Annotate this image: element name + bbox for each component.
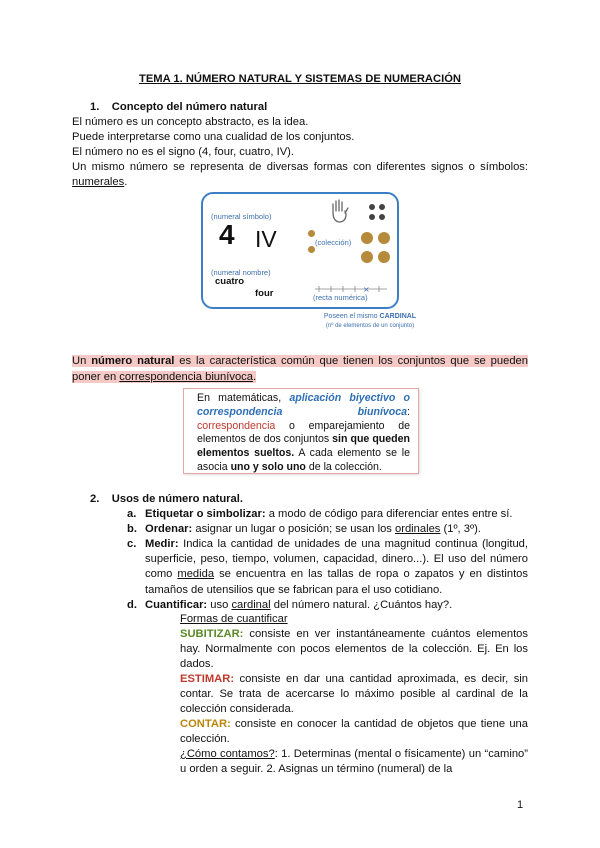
contar-paragraph: [180, 717, 528, 747]
subitizar-paragraph: [180, 627, 528, 673]
item-c-underline: medida: [177, 568, 215, 581]
collection-dot: [308, 230, 315, 237]
section-1-heading: [90, 100, 267, 115]
word-four: four: [255, 288, 274, 299]
defbox-text: de la colección.: [305, 460, 382, 473]
text-line: Puede interpretarse como una cualidad de los conjuntos.: [72, 131, 355, 143]
section-1-number: 1.: [90, 101, 100, 113]
roman-numeral: IV: [255, 226, 277, 252]
item-d-label: Cuantificar:: [145, 599, 208, 611]
contar-label: CONTAR:: [180, 718, 231, 730]
section-2-heading: [90, 492, 243, 507]
item-c-text: Indica la cantidad de unidades de una magnitud continua (longitud, superficie, peso, tiempo, volumen, capacidad, dinero...). El uso del número como: [145, 538, 528, 581]
item-letter-b: b.: [127, 523, 137, 535]
estimar-text: consiste en dar una cantidad aproximada, es decir, sin contar. Se trata de acercarse lo máximo posible al cardinal de la colección considerada.: [180, 673, 528, 716]
estimar-label: ESTIMAR:: [180, 673, 235, 685]
label-numeral-nombre: (numeral nombre): [211, 268, 271, 277]
definition-end: .: [253, 370, 257, 383]
item-b-label: Ordenar:: [145, 523, 193, 535]
subitizar-text: consiste en ver instantáneamente cuántos elementos hay. Normalmente con pocos elementos de la colección. Ej. En los dados.: [180, 628, 528, 671]
como-text: : 1. Determinas (mental o físicamente) un “camino” u orden a seguir. 2. Asignas un término (numeral) de la: [180, 748, 528, 776]
como-label: ¿Cómo contamos?: [180, 748, 275, 760]
collection-dot: [361, 251, 373, 263]
defbox-text: :: [407, 405, 410, 418]
definition-paragraph: [72, 354, 528, 385]
numerales-paragraph: [72, 160, 528, 190]
numerales-text: Un mismo número se representa de diversas formas con diferentes signos o símbolos:: [72, 161, 528, 173]
defbox-text: A cada elemento se le asocia: [197, 447, 410, 473]
numerales-end: .: [124, 176, 128, 189]
item-d-text: del número natural. ¿Cuántos hay?.: [270, 599, 453, 611]
figure-caption: [300, 313, 440, 321]
defbox-red: correspondencia: [197, 419, 276, 432]
defbox-term: aplicación biyectivo o correspondencia biunívoca: [197, 392, 410, 418]
formas-heading: Formas de cuantificar: [180, 613, 288, 625]
definition-mid: es la característica común que tienen los conjuntos que se pueden poner en: [72, 355, 528, 383]
section-2-title: Usos de número natural.: [111, 493, 243, 505]
item-b-text: asignar un lugar o posición; se usan los: [192, 523, 395, 535]
item-letter-d: d.: [127, 599, 137, 611]
svg-text:×: ×: [363, 285, 370, 293]
page-title: TEMA 1. NÚMERO NATURAL Y SISTEMAS DE NUMERACIÓN: [139, 73, 461, 85]
estimar-paragraph: [180, 672, 528, 718]
dark-dot: [379, 214, 385, 220]
item-d-text: uso: [207, 599, 232, 611]
definition-underline: correspondencia biunívoca: [119, 370, 253, 383]
caption-text: Poseen el mismo: [323, 313, 380, 320]
figure-caption-sub: (nº de elementos de un conjunto): [325, 323, 415, 329]
item-a-label: Etiquetar o simbolizar:: [145, 508, 266, 520]
item-b-text: (1º, 3º).: [440, 523, 481, 535]
item-a: [145, 507, 528, 522]
item-c-label: Medir:: [145, 538, 179, 550]
big-number: 4: [219, 219, 235, 250]
label-recta: (recta numérica): [313, 293, 368, 302]
item-c: [145, 537, 528, 598]
section-2-number: 2.: [90, 493, 100, 505]
item-b-underline: ordinales: [395, 523, 441, 535]
numeral-figure: [201, 192, 399, 309]
item-letter-c: c.: [127, 538, 137, 550]
text-line: El número es un concepto abstracto, es la idea.: [72, 116, 309, 128]
item-c-text: se encuentra en las tallas de ropa o zapatos y en distintos tamaños de utensilios que se fabrican para el uso cotidiano.: [145, 568, 528, 596]
definition-highlight: [72, 355, 528, 383]
item-b: [145, 522, 528, 537]
dark-dot: [369, 214, 375, 220]
defbox-text: En matemáticas,: [197, 392, 290, 404]
defbox-bold: uno y solo uno: [230, 460, 306, 473]
item-d-underline: cardinal: [231, 599, 271, 611]
definition-box: [183, 388, 419, 474]
defbox-bold: sin que queden elementos sueltos.: [197, 433, 410, 460]
section-1-title: Concepto del número natural: [111, 101, 268, 113]
dark-dot: [379, 204, 385, 210]
numerales-word: numerales: [72, 176, 125, 189]
word-cuatro: cuatro: [215, 276, 245, 287]
defbox-text: o emparejamiento de elementos de dos conjuntos: [197, 419, 410, 446]
page-number: 1: [517, 799, 524, 811]
label-numeral-simbolo: (numeral símbolo): [211, 212, 272, 221]
collection-dot: [308, 246, 315, 253]
label-coleccion: (colección): [315, 238, 352, 247]
dark-dot: [369, 204, 375, 210]
collection-dot: [378, 251, 390, 263]
number-line: [315, 285, 387, 293]
text-line: El número no es el signo (4, four, cuatro, IV).: [72, 146, 294, 158]
como-paragraph: [180, 747, 528, 777]
subitizar-label: SUBITIZAR:: [180, 628, 244, 640]
collection-dot: [378, 232, 390, 244]
definition-pre: Un: [72, 355, 92, 367]
item-a-text: a modo de código para diferenciar entes entre sí.: [265, 508, 513, 520]
item-letter-a: a.: [127, 508, 137, 520]
collection-dot: [361, 232, 373, 244]
item-d: [145, 598, 528, 613]
hand-icon: [327, 198, 353, 224]
contar-text: consiste en conocer la cantidad de objetos que tiene una colección.: [180, 718, 528, 746]
caption-bold: CARDINAL: [379, 313, 417, 320]
definition-bold: número natural: [91, 355, 175, 367]
